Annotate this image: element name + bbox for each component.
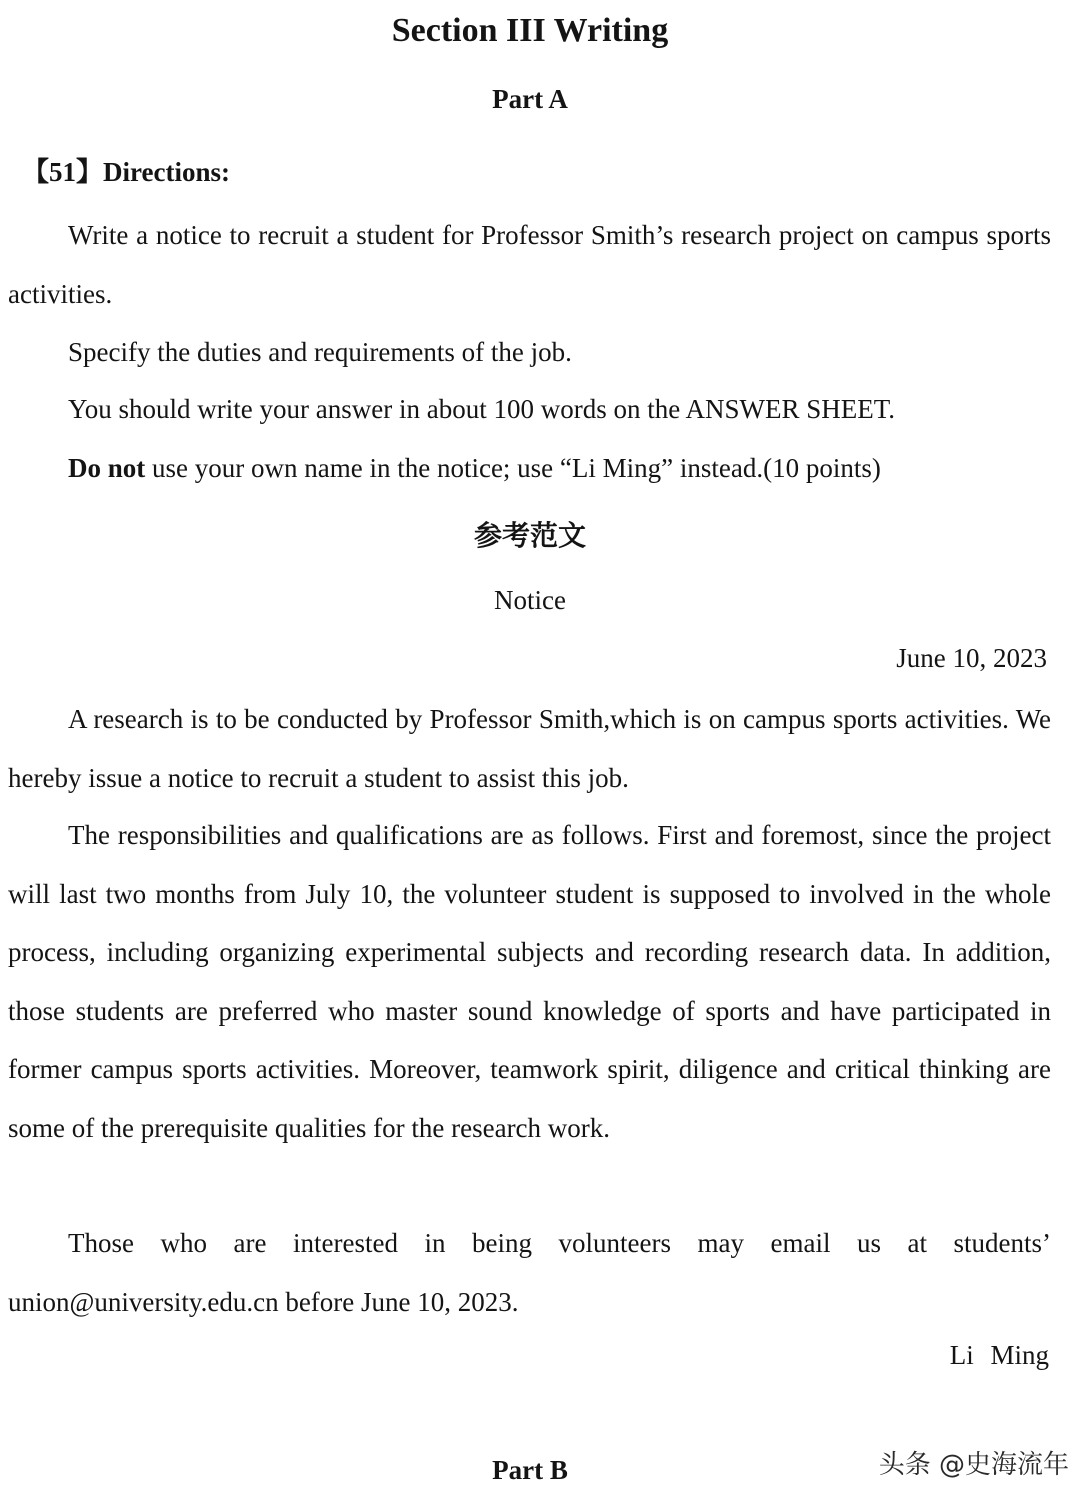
notice-paragraph-1: A research is to be conducted by Professor Smith,which is on campus sports activities. We hereby issue a notice to recruit a student to assist this job. [8, 704, 1051, 793]
directions-task: Write a notice to recruit a student for Professor Smith’s research project on campus sports activities. [8, 220, 1051, 309]
notice-paragraph-2: The responsibilities and qualifications are as follows. First and foremost, since the project will last two months from July 10, the volunteer student is supposed to involved in the whole process, including organizing experimental subjects and recording research data. In addition, those students are preferred who master sound knowledge of sports and have participated in former campus sports activities. Moreover, teamwork spirit, diligence and critical thinking are some of the prerequisite qualities for the research work. [8, 820, 1051, 1143]
notice-title: Notice [494, 585, 566, 615]
source-watermark: 头条 @史海流年 [878, 1450, 1069, 1480]
part-b-heading: Part B [492, 1455, 568, 1485]
reference-essay-title: 参考范文 [473, 519, 586, 552]
directions-answer: You should write your answer in about 100 words on the ANSWER SHEET. [68, 394, 895, 424]
directions-label: 【51】Directions: [22, 157, 230, 187]
notice-date: June 10, 2023 [896, 643, 1047, 673]
directions-name-rule [68, 453, 881, 484]
name-rule-text: use your own name in the notice; use “Li Ming” instead.(10 points) [145, 453, 881, 483]
notice-paragraph-3: Those who are interested in being volunteers may email us at students’ union@university.edu.cn before June 10, 2023. [8, 1228, 1051, 1317]
section-title: Section III Writing [391, 12, 669, 49]
part-a-heading: Part A [492, 84, 568, 114]
directions-specify: Specify the duties and requirements of the job. [68, 337, 572, 367]
notice-signature: Li Ming [949, 1340, 1049, 1370]
do-not-emphasis: Do not [68, 453, 146, 483]
